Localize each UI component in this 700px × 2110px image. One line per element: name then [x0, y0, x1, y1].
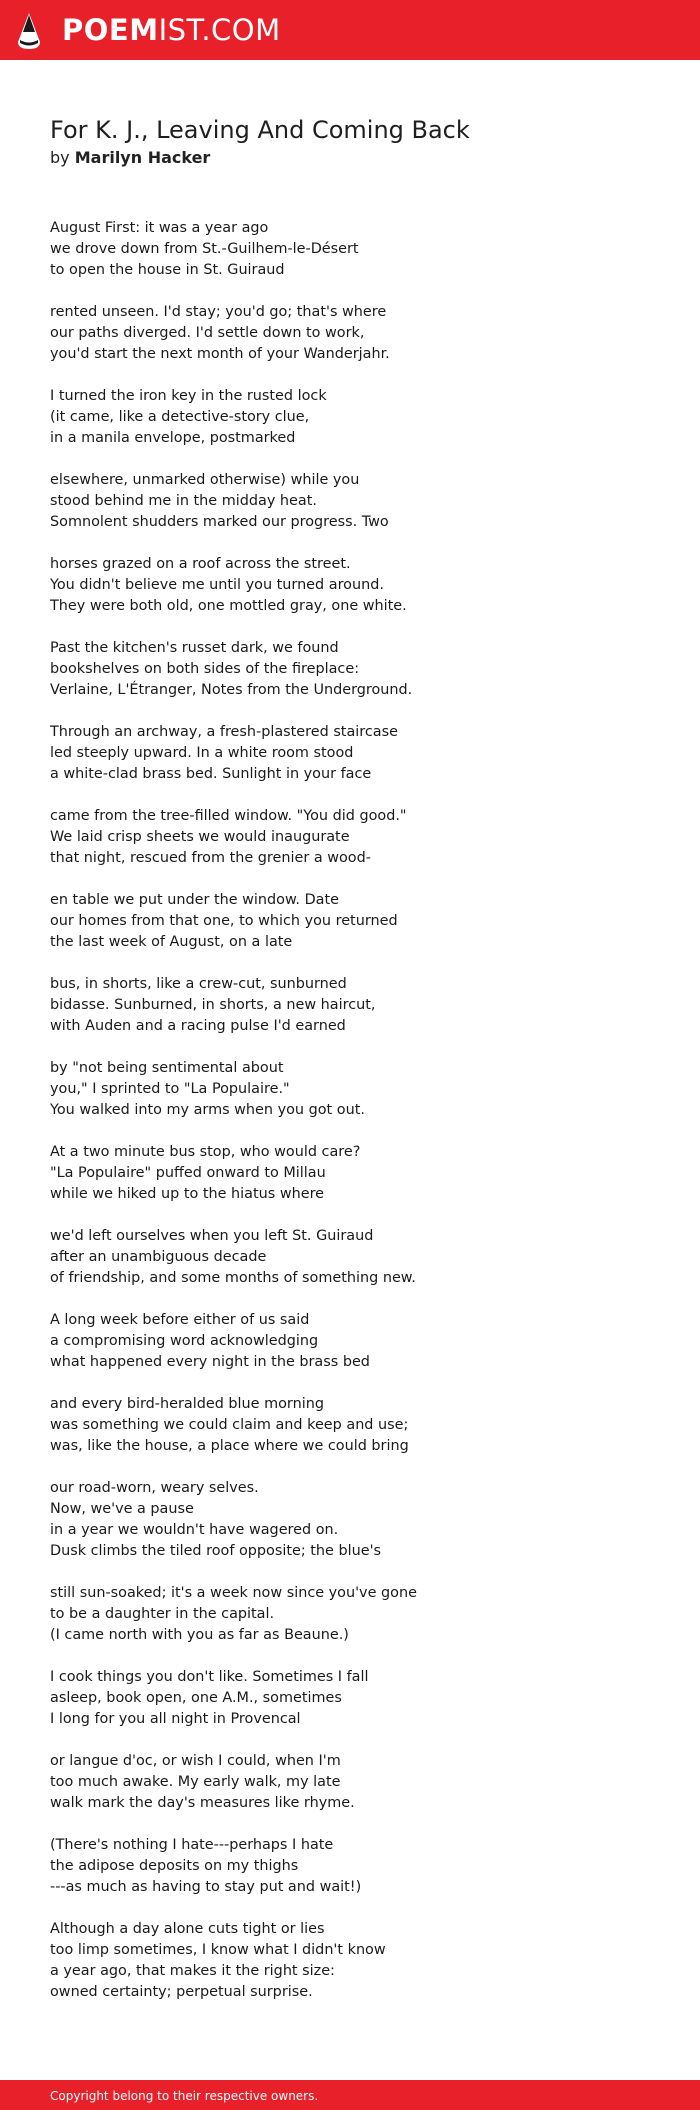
poem-line: too much awake. My early walk, my late [50, 1774, 341, 1790]
poem-line: a year ago, that makes it the right size: [50, 1963, 335, 1979]
poem-line: rented unseen. I'd stay; you'd go; that's where [50, 304, 387, 320]
poem-line: to be a daughter in the capital. [50, 1606, 275, 1622]
poem-line: our homes from that one, to which you returned [50, 913, 398, 929]
poem-stanza [50, 1226, 650, 1289]
poem-line: of friendship, and some months of something new. [50, 1270, 416, 1286]
poem-line: We laid crisp sheets we would inaugurate [50, 829, 350, 845]
poem-line: to open the house in St. Guiraud [50, 262, 285, 278]
poem-line: Somnolent shudders marked our progress. Two [50, 514, 389, 530]
poem-line: we'd left ourselves when you left St. Guiraud [50, 1228, 374, 1244]
poem-line: Now, we've a pause [50, 1501, 194, 1517]
poem-stanza [50, 1310, 650, 1373]
poem-line: en table we put under the window. Date [50, 892, 339, 908]
copyright-text: Copyright belong to their respective owners. [50, 2089, 319, 2103]
poem-line: ---as much as having to stay put and wait!) [50, 1879, 362, 1895]
poem-line: bus, in shorts, like a crew-cut, sunburned [50, 976, 347, 992]
poem-line: our road-worn, weary selves. [50, 1480, 259, 1496]
poem-line: I long for you all night in Provencal [50, 1711, 301, 1727]
poem-line: was something we could claim and keep and use; [50, 1417, 409, 1433]
site-header [0, 0, 700, 60]
poem-line: August First: it was a year ago [50, 220, 269, 236]
pen-nib-icon[interactable] [16, 12, 42, 50]
logo-bold-text: POEM [62, 13, 159, 47]
poem-line: (I came north with you as far as Beaune.) [50, 1627, 349, 1643]
poem-line: too limp sometimes, I know what I didn't know [50, 1942, 386, 1958]
poem-stanza [50, 554, 650, 617]
poem-line: horses grazed on a roof across the street. [50, 556, 351, 572]
poem-line: (it came, like a detective-story clue, [50, 409, 310, 425]
poem-line: with Auden and a racing pulse I'd earned [50, 1018, 346, 1034]
poem-stanza [50, 1058, 650, 1121]
poem-stanza [50, 1751, 650, 1814]
logo-light-text: IST.COM [158, 13, 281, 47]
poem-line: Although a day alone cuts tight or lies [50, 1921, 325, 1937]
poem-line: At a two minute bus stop, who would care? [50, 1144, 361, 1160]
site-logo[interactable] [62, 12, 281, 48]
poem-line: or langue d'oc, or wish I could, when I'm [50, 1753, 341, 1769]
by-label: by [50, 148, 70, 167]
poem-line: led steeply upward. In a white room stood [50, 745, 354, 761]
poem-line: was, like the house, a place where we could bring [50, 1438, 409, 1454]
poem-line: in a year we wouldn't have wagered on. [50, 1522, 339, 1538]
poem-stanza [50, 638, 650, 701]
poem-title: For K. J., Leaving And Coming Back [50, 116, 470, 144]
poem-line: Through an archway, a fresh-plastered staircase [50, 724, 398, 740]
poem-line: what happened every night in the brass bed [50, 1354, 370, 1370]
poem-line: while we hiked up to the hiatus where [50, 1186, 325, 1202]
poem-line: still sun-soaked; it's a week now since you've gone [50, 1585, 417, 1601]
poem-line: bookshelves on both sides of the fireplace: [50, 661, 360, 677]
poem-line: after an unambiguous decade [50, 1249, 267, 1265]
poem-line: Past the kitchen's russet dark, we found [50, 640, 339, 656]
poem-stanza [50, 386, 650, 449]
poem-stanza [50, 1919, 650, 2003]
poem-line: A long week before either of us said [50, 1312, 310, 1328]
poem-line: You didn't believe me until you turned around. [50, 577, 384, 593]
poem-stanza [50, 1835, 650, 1898]
poem-line: you'd start the next month of your Wanderjahr. [50, 346, 390, 362]
poem-line: I cook things you don't like. Sometimes I fall [50, 1669, 369, 1685]
poem-line: owned certainty; perpetual surprise. [50, 1984, 313, 2000]
poem-stanza [50, 974, 650, 1037]
poem-line: elsewhere, unmarked otherwise) while you [50, 472, 360, 488]
poem-line: a white-clad brass bed. Sunlight in your face [50, 766, 372, 782]
poem-author[interactable]: Marilyn Hacker [74, 148, 211, 167]
poem-line: asleep, book open, one A.M., sometimes [50, 1690, 342, 1706]
poem-stanza [50, 470, 650, 533]
poem-line: that night, rescued from the grenier a wood- [50, 850, 371, 866]
poem-line: came from the tree-filled window. "You did good." [50, 808, 407, 824]
poem-stanza [50, 302, 650, 365]
poem-line: the last week of August, on a late [50, 934, 293, 950]
poem-line: in a manila envelope, postmarked [50, 430, 296, 446]
poem-line: a compromising word acknowledging [50, 1333, 319, 1349]
poem-stanza [50, 890, 650, 953]
poem-stanza [50, 1583, 650, 1646]
poem-body [50, 218, 650, 2024]
poem-stanza [50, 218, 650, 281]
poem-line: bidasse. Sunburned, in shorts, a new haircut, [50, 997, 376, 1013]
poem-stanza [50, 1478, 650, 1562]
poem-line: our paths diverged. I'd settle down to work, [50, 325, 365, 341]
poem-line: we drove down from St.-Guilhem-le-Désert [50, 241, 359, 257]
poem-line: You walked into my arms when you got out. [50, 1102, 365, 1118]
poem-line: and every bird-heralded blue morning [50, 1396, 324, 1412]
poem-stanza [50, 806, 650, 869]
site-footer [0, 2080, 700, 2110]
poem-byline [50, 146, 210, 170]
poem-stanza [50, 1142, 650, 1205]
poem-stanza [50, 1667, 650, 1730]
poem-line: I turned the iron key in the rusted lock [50, 388, 327, 404]
poem-line: stood behind me in the midday heat. [50, 493, 317, 509]
poem-line: "La Populaire" puffed onward to Millau [50, 1165, 326, 1181]
poem-line: by "not being sentimental about [50, 1060, 284, 1076]
poem-stanza [50, 722, 650, 785]
poem-stanza [50, 1394, 650, 1457]
poem-line: Dusk climbs the tiled roof opposite; the blue's [50, 1543, 382, 1559]
poem-line: They were both old, one mottled gray, one white. [50, 598, 407, 614]
poem-line: Verlaine, L'Étranger, Notes from the Underground. [50, 682, 413, 698]
poem-line: walk mark the day's measures like rhyme. [50, 1795, 355, 1811]
poem-line: you," I sprinted to "La Populaire." [50, 1081, 290, 1097]
poem-line: (There's nothing I hate---perhaps I hate [50, 1837, 334, 1853]
poem-line: the adipose deposits on my thighs [50, 1858, 299, 1874]
